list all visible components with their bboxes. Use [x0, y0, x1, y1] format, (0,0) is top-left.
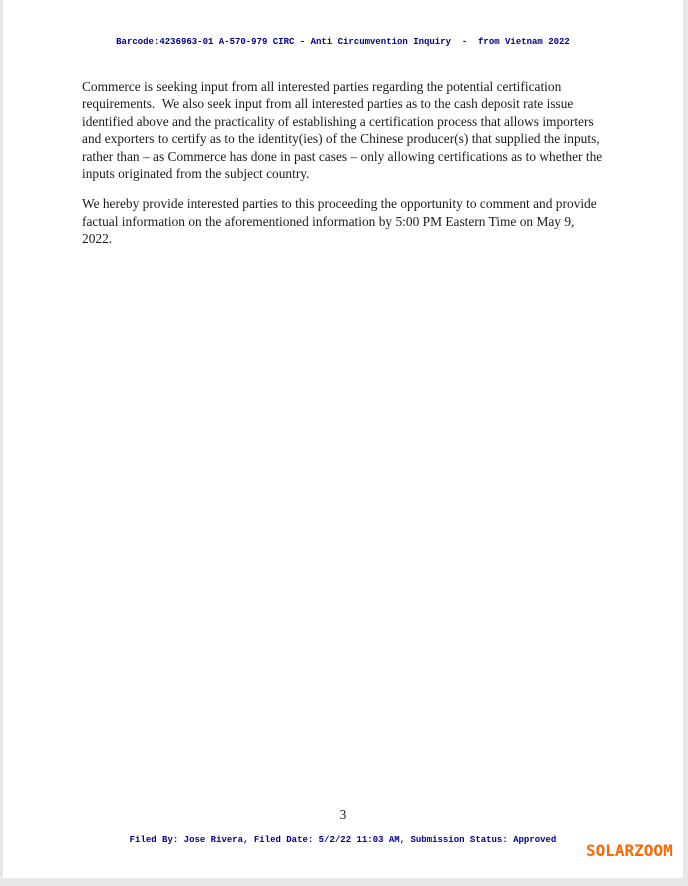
- document-body: [82, 78, 642, 261]
- barcode-header-line: Barcode:4236963-01 A-570-979 CIRC - Anti Circumvention Inquiry - from Vietnam 2022: [116, 37, 570, 47]
- paragraph-line: We hereby provide interested parties to this proceeding the opportunity to comment and provide: [82, 196, 597, 212]
- solarzoom-watermark: SOLARZOOM: [586, 841, 673, 860]
- paragraph-line: and exporters to certify as to the identity(ies) of the Chinese producer(s) that supplied the inputs,: [82, 131, 600, 147]
- filing-info-footer: Filed By: Jose Rivera, Filed Date: 5/2/22 11:03 AM, Submission Status: Approved: [129, 835, 557, 845]
- paragraph-line: Commerce is seeking input from all interested parties regarding the potential certification: [82, 79, 562, 94]
- paragraph-line: requirements. We also seek input from all interested parties as to the cash deposit rate issue: [82, 96, 574, 112]
- page-number: 3: [339, 807, 347, 822]
- paragraph-comment-deadline: [82, 195, 642, 247]
- paragraph-certification-input: [82, 78, 642, 182]
- paragraph-line: inputs originated from the subject country.: [82, 166, 310, 182]
- document-page: [3, 0, 683, 878]
- paragraph-line: rather than – as Commerce has done in past cases – only allowing certifications as to whether the: [82, 148, 603, 164]
- paragraph-line: 2022.: [82, 231, 113, 247]
- paragraph-line: factual information on the aforementioned information by 5:00 PM Eastern Time on May 9,: [82, 213, 575, 229]
- paragraph-line: identified above and the practicality of establishing a certification process that allows importers: [82, 113, 594, 129]
